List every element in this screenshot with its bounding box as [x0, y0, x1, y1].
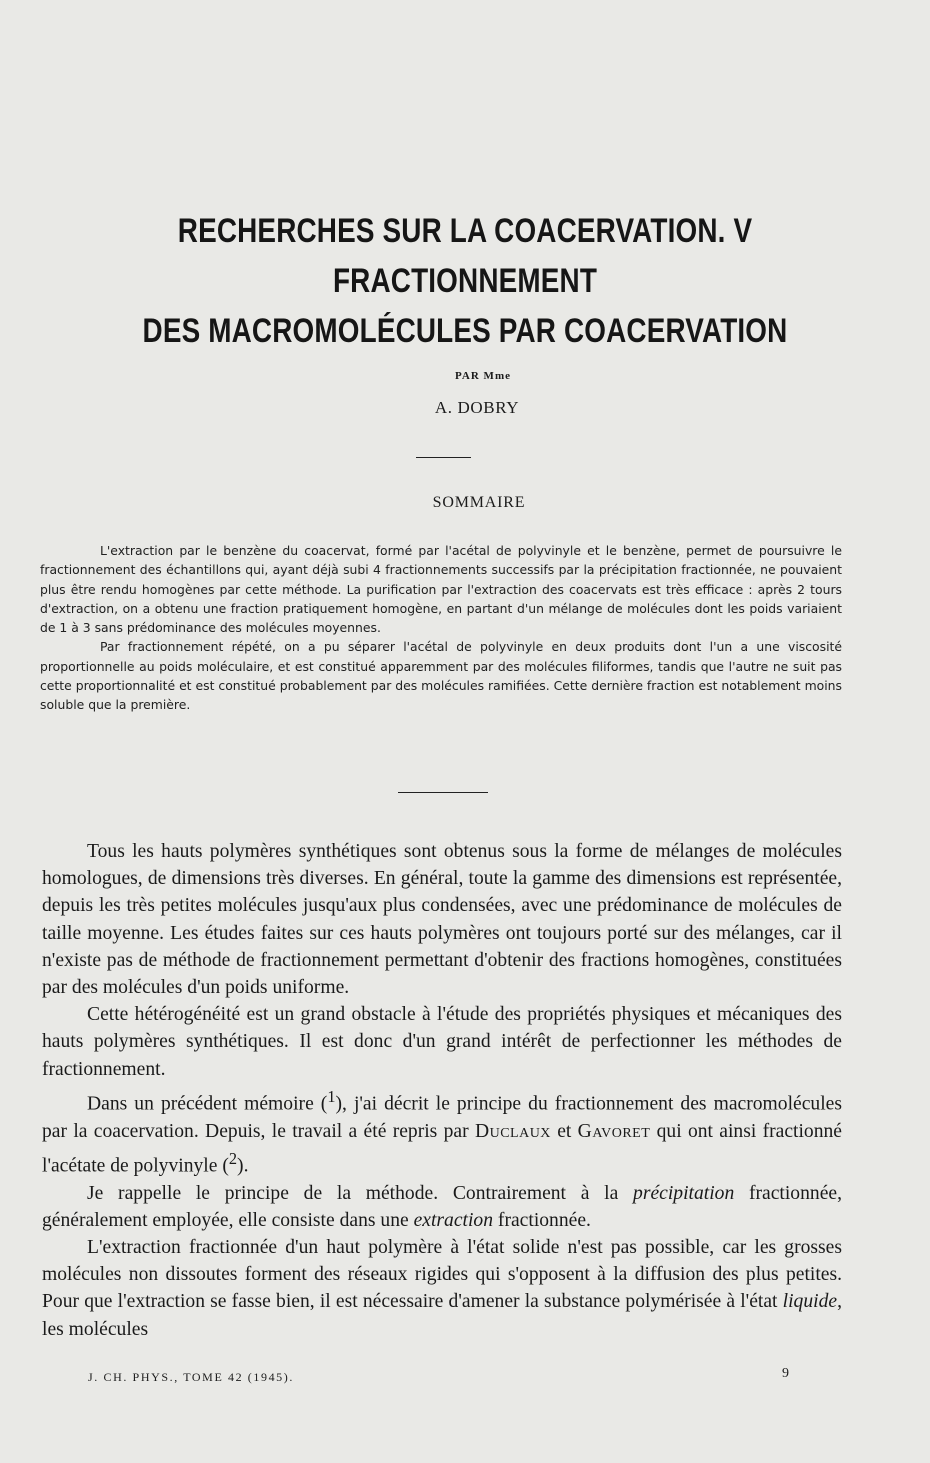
author-name-inline: Duclaux: [474, 1120, 551, 1142]
footnote-ref: 2: [228, 1148, 238, 1168]
author-name: A. DOBRY: [434, 398, 520, 417]
abstract-paragraph-1: L'extraction par le benzène du coacervat, formé par l'acétal de polyvinyle et le benzène, permet de poursuivre le fractionnement des échantillons qui, ayant déjà subi 4 fractionnements successifs par la précipitation fractionnée, ne pouvaient plus être rendu homogènes par cette méthode. La purification par l'extraction des coacervats est très efficace : après 2 tours d'extraction, on a obtenu une fraction pratiquement homogène, en partant d'un mélange de molécules dont les poids variaient de 1 à 3 sans prédominance des molécules moyennes.: [40, 543, 842, 636]
emphasis-text: précipitation: [633, 1182, 735, 1204]
body-text-span: qui ont ainsi fractionné l'acétate de polyvinyle (: [42, 1120, 843, 1177]
page-number: 9: [782, 1366, 789, 1381]
title-line-2: FRACTIONNEMENT: [332, 262, 598, 300]
body-paragraph-1: Tous les hauts polymères synthétiques sont obtenus sous la forme de mélanges de molécules homologues, de dimensions très diverses. En général, toute la gamme des dimensions est représentée, depuis les très petites molécules jusqu'aux plus condensées, avec une prédominance de molécules de taille moyenne. Les études faites sur ces hauts polymères ont toujours porté sur des mélanges, car il n'existe pas de méthode de fractionnement permettant d'obtenir des fractions homogènes, constituées par des molécules d'un poids uniforme.: [42, 841, 842, 999]
journal-reference: J. CH. PHYS., TOME 42 (1945).: [88, 1370, 294, 1384]
body-text-span: et: [550, 1120, 578, 1142]
body-text-span: fractionnée.: [493, 1209, 591, 1231]
title-line-1: RECHERCHES SUR LA COACERVATION. V: [177, 212, 753, 250]
article-body: [42, 838, 842, 1343]
footnote-ref: 1: [327, 1086, 336, 1106]
emphasis-text: extraction: [413, 1209, 494, 1231]
emphasis-text: liquide: [782, 1291, 838, 1313]
body-text-span: , les molécules: [42, 1291, 842, 1340]
summary-heading: SOMMAIRE: [432, 494, 526, 511]
body-paragraph-2: Cette hétérogénéité est un grand obstacle à l'étude des propriétés physiques et mécaniques des hauts polymères synthétiques. Il est donc d'un grand intérêt de perfectionner les méthodes de fractionnement.: [42, 1004, 842, 1080]
title-line-3: DES MACROMOLÉCULES PAR COACERVATION: [142, 312, 788, 350]
body-text-span: L'extraction fractionnée d'un haut polymère à l'état solide n'est pas possible, car les grosses molécules non dissoutes forment des réseaux rigides qui s'opposent à la diffusion des plus petites. Pour que l'extraction se fasse bien, il est nécessaire d'amener la substance polymérisée à l'état: [42, 1236, 842, 1313]
separator-rule: [416, 457, 471, 458]
body-paragraph-3: [42, 1083, 842, 1180]
article-title: [0, 206, 930, 356]
author-name-inline: Gavoret: [577, 1120, 651, 1142]
body-text-span: Dans un précédent mémoire (: [87, 1093, 328, 1115]
separator-rule: [398, 792, 488, 793]
body-text-span: fractionnée, généralement employée, elle consiste dans une: [42, 1182, 842, 1231]
body-text-span: ).: [237, 1155, 249, 1177]
byline: PAR Mme: [455, 370, 511, 382]
body-paragraph-5: [42, 1234, 842, 1343]
abstract: [40, 541, 842, 715]
body-text-span: ), j'ai décrit le principe du fractionnement des macromolécules par la coacervation. Depuis, le travail a été repris par: [42, 1093, 842, 1142]
body-text-span: Je rappelle le principe de la méthode. Contrairement à la: [87, 1182, 634, 1204]
body-paragraph-4: [42, 1180, 842, 1234]
abstract-paragraph-2: Par fractionnement répété, on a pu séparer l'acétal de polyvinyle en deux produits dont l'un a une viscosité proportionnelle au poids moléculaire, et est constitué apparemment par des molécules filiformes, tandis que l'autre ne suit pas cette proportionnalité et est constitué probablement par des molécules ramifiées. Cette dernière fraction est notablement moins soluble que la première.: [40, 639, 842, 713]
